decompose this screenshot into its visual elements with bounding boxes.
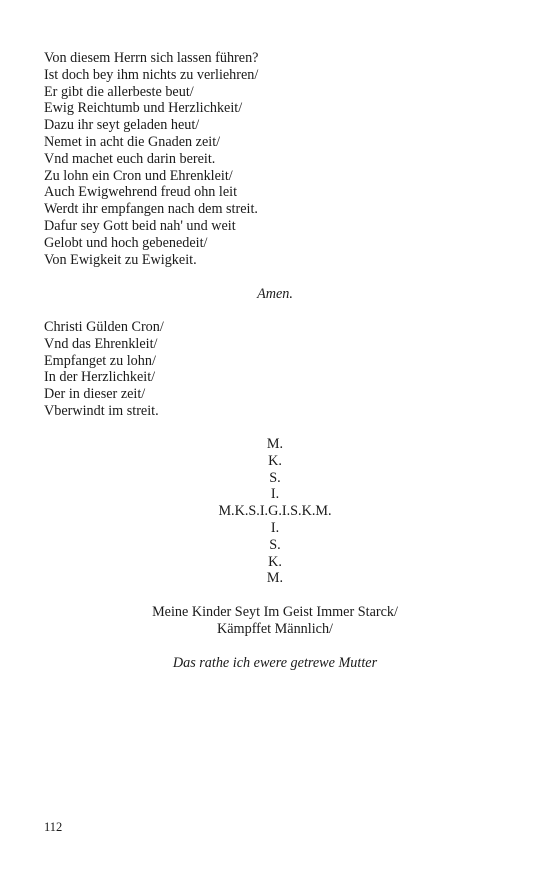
signature-line: Das rathe ich ewere getrewe Mutter (172, 655, 378, 671)
verse-line: Vnd machet euch darin bereit. (44, 150, 216, 167)
verse-line: Ewig Reichtumb und Herzlichkeit/ (44, 100, 243, 117)
cipher-line: K. (268, 452, 282, 469)
amen-line: Amen. (257, 286, 293, 302)
acrostic-cipher (44, 436, 506, 587)
verse-line: Zu lohn ein Cron und Ehrenkleit/ (44, 167, 233, 184)
cipher-line: I. (270, 486, 280, 503)
poem-line: Christi Gülden Cron/ (44, 319, 164, 335)
verse-line: Dazu ihr seyt geladen heut/ (44, 117, 200, 134)
page-number: 112 (44, 820, 63, 834)
poem-line: Der in dieser zeit/ (44, 386, 146, 403)
motto-line: Meine Kinder Seyt Im Geist Immer Starck/ (152, 604, 398, 620)
poem-line: In der Herzlichkeit/ (44, 369, 156, 386)
cipher-line: I. (270, 519, 280, 536)
poem-line: Empfanget zu lohn/ (44, 352, 156, 369)
cipher-line: S. (269, 469, 281, 486)
cipher-line: M. (266, 436, 284, 452)
cipher-center-line: M.K.S.I.G.I.S.K.M. (218, 503, 332, 520)
verse-line: Ist doch bey ihm nichts zu verliehren/ (44, 66, 259, 83)
verse-line: Nemet in acht die Gnaden zeit/ (44, 133, 221, 150)
verse-line: Dafur sey Gott beid nah' und weit (44, 217, 236, 234)
cipher-line: M. (266, 570, 284, 587)
verse-line: Er gibt die allerbeste beut/ (44, 83, 194, 100)
motto-line: Kämpffet Männlich/ (217, 620, 333, 637)
poem-line: Vnd das Ehrenkleit/ (44, 335, 158, 352)
verse-stanza (44, 50, 506, 268)
poem-line: Vberwindt im streit. (44, 402, 159, 419)
verse-line: Von diesem Herrn sich lassen führen? (44, 50, 259, 66)
verse-line: Auch Ewigwehrend freud ohn leit (44, 184, 238, 201)
verse-line: Von Ewigkeit zu Ewigkeit. (44, 251, 197, 268)
verse-line: Gelobt und hoch gebenedeit/ (44, 234, 208, 251)
motto (44, 604, 506, 638)
cipher-line: S. (269, 536, 281, 553)
cipher-line: K. (268, 553, 282, 570)
verse-line: Werdt ihr empfangen nach dem streit. (44, 201, 258, 218)
poem-stanza (44, 319, 506, 420)
